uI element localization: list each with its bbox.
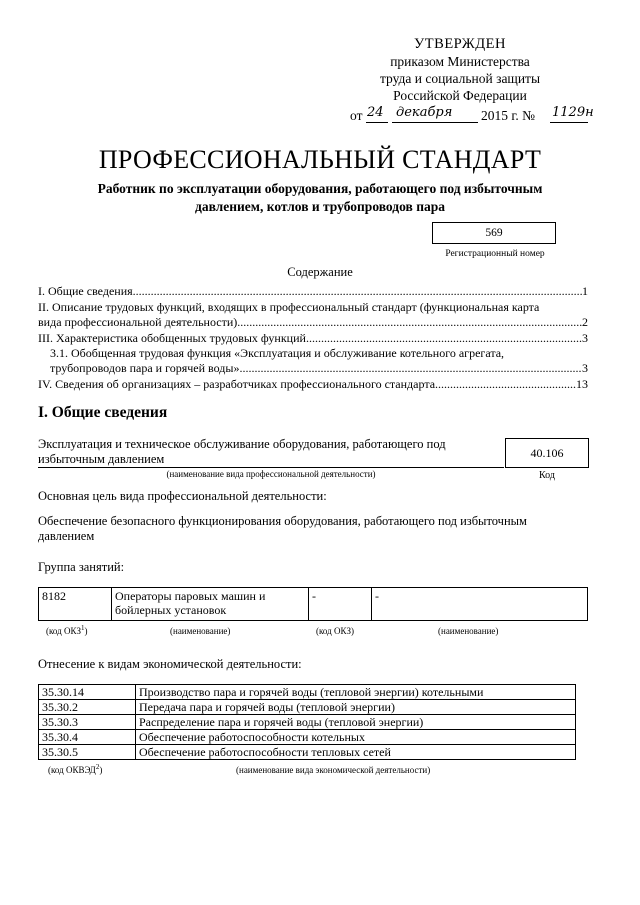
occ-caption-name2: (наименование): [438, 626, 499, 636]
activity-caption: (наименование вида профессиональной деятельности): [166, 469, 376, 479]
toc-item-3-page: 3: [582, 331, 588, 345]
toc-item-3-text: III. Характеристика обобщенных трудовых функций: [38, 331, 306, 345]
occupation-name-cell: [112, 588, 309, 621]
section-heading: I. Общие сведения: [38, 404, 168, 421]
toc-item-2-page: 2: [582, 315, 588, 329]
date-prefix: от: [350, 108, 363, 123]
toc-dots: [435, 377, 576, 392]
table-row: [39, 715, 576, 730]
toc-dots: [133, 284, 582, 299]
okved-caption-code-text: (код ОКВЭД: [48, 765, 96, 775]
activity-line-2: избыточным давлением: [38, 452, 165, 466]
okved-code: 35.30.2: [39, 700, 136, 715]
toc-dots: [239, 361, 582, 376]
okved-code: 35.30.3: [39, 715, 136, 730]
activity-line-1: Эксплуатация и техническое обслуживание оборудования, работающего под: [38, 437, 446, 451]
registration-number-label: Регистрационный номер: [445, 249, 545, 259]
toc-item-2-text-2: вида профессиональной деятельности): [38, 315, 238, 329]
group-label: Группа занятий:: [38, 560, 125, 574]
toc-item-3[interactable]: [38, 331, 588, 346]
occupation-name2-cell: -: [372, 588, 588, 621]
occ-caption-code: (код ОКЗ$^1$): [46, 624, 88, 636]
number-underline: [550, 122, 588, 123]
table-row: [39, 730, 576, 745]
table-row: [39, 700, 576, 715]
contents-title: Содержание: [287, 265, 353, 279]
toc-item-1[interactable]: [38, 284, 588, 299]
okved-code: 35.30.5: [39, 745, 136, 760]
document-subtitle: [40, 180, 600, 216]
footnote-mark-2: 2: [95, 763, 100, 771]
date-month: декабря: [396, 105, 453, 120]
occupation-code-cell: 8182: [39, 588, 112, 621]
toc-dots: [306, 331, 582, 346]
okved-name: Обеспечение работоспособности тепловых сетей: [136, 745, 576, 760]
registration-number-box: 569: [432, 222, 556, 244]
activity-name: [38, 437, 468, 467]
table-row: [39, 745, 576, 760]
occ-caption-code-text: (код ОКЗ: [46, 626, 81, 636]
table-row: [39, 685, 576, 700]
approval-line-3: Российской Федерации: [393, 88, 527, 103]
toc-item-3-1[interactable]: [50, 346, 588, 376]
okved-name: Производство пара и горячей воды (тепловой энергии) котельными: [136, 685, 576, 700]
okved-caption-name: (наименование вида экономической деятельности): [236, 765, 431, 775]
activity-code-box: 40.106: [505, 438, 589, 468]
toc-item-4-page: 13: [576, 377, 588, 391]
toc-dots: [237, 315, 582, 330]
table-row: [39, 588, 588, 621]
okved-code: 35.30.14: [39, 685, 136, 700]
activity-code-label: Код: [539, 470, 555, 481]
order-number: 1129н: [552, 105, 594, 120]
approval-block: [330, 36, 594, 125]
activity-underline: [38, 467, 504, 468]
okved-table: [38, 684, 576, 760]
approval-date-line: [330, 105, 594, 125]
okved-name: Обеспечение работоспособности котельных: [136, 730, 576, 745]
document-title: ПРОФЕССИОНАЛЬНЫЙ СТАНДАРТ: [98, 145, 542, 174]
toc-item-2-text-1: II. Описание трудовых функций, входящих в профессиональный стандарт (функциональная карта: [38, 300, 540, 314]
toc-item-3-1-page: 3: [582, 361, 588, 375]
goal-text: [38, 514, 588, 544]
subtitle-line-1: Работник по эксплуатации оборудования, работающего под избыточным: [97, 181, 543, 196]
occ-caption-name: (наименование): [170, 626, 231, 636]
toc-item-4-text: IV. Сведения об организациях – разработчиках профессионального стандарта: [38, 377, 436, 391]
toc-item-1-text: I. Общие сведения: [38, 284, 133, 298]
econ-label: Отнесение к видам экономической деятельности:: [38, 657, 302, 671]
date-year: 2015 г. №: [481, 108, 536, 123]
date-day: 24: [367, 105, 384, 120]
goal-line-1: Обеспечение безопасного функционирования оборудования, работающего под избыточным: [38, 514, 527, 528]
approval-line-2: труда и социальной защиты: [379, 71, 541, 86]
goal-line-2: давлением: [38, 529, 95, 543]
toc-item-4[interactable]: [38, 377, 588, 392]
occupation-code2-cell: -: [309, 588, 372, 621]
toc-item-1-page: 1: [582, 284, 588, 298]
occupation-table: [38, 587, 588, 621]
occupation-name-line-2: бойлерных установок: [115, 603, 227, 617]
approval-line-1: приказом Министерства: [390, 54, 530, 69]
toc-item-3-1-text-1: 3.1. Обобщенная трудовая функция «Эксплуатация и обслуживание котельного агрегата,: [50, 346, 505, 360]
okved-name: Распределение пара и горячей воды (тепловой энергии): [136, 715, 576, 730]
toc-item-3-1-text-2: трубопроводов пара и горячей воды»: [50, 361, 240, 375]
approval-head: УТВЕРЖДЕН: [414, 36, 506, 52]
toc-item-2[interactable]: [38, 300, 588, 330]
day-underline: [366, 122, 388, 123]
occ-caption-code2: (код ОКЗ): [316, 626, 354, 636]
month-underline: [392, 122, 478, 123]
footnote-mark-1: 1: [81, 624, 85, 632]
okved-code: 35.30.4: [39, 730, 136, 745]
subtitle-line-2: давлением, котлов и трубопроводов пара: [194, 199, 445, 214]
goal-label: Основная цель вида профессиональной деятельности:: [38, 489, 327, 503]
okved-name: Передача пара и горячей воды (тепловой энергии): [136, 700, 576, 715]
occupation-name-line-1: Операторы паровых машин и: [115, 589, 266, 603]
okved-caption-code: (код ОКВЭД$^2$): [48, 763, 103, 775]
